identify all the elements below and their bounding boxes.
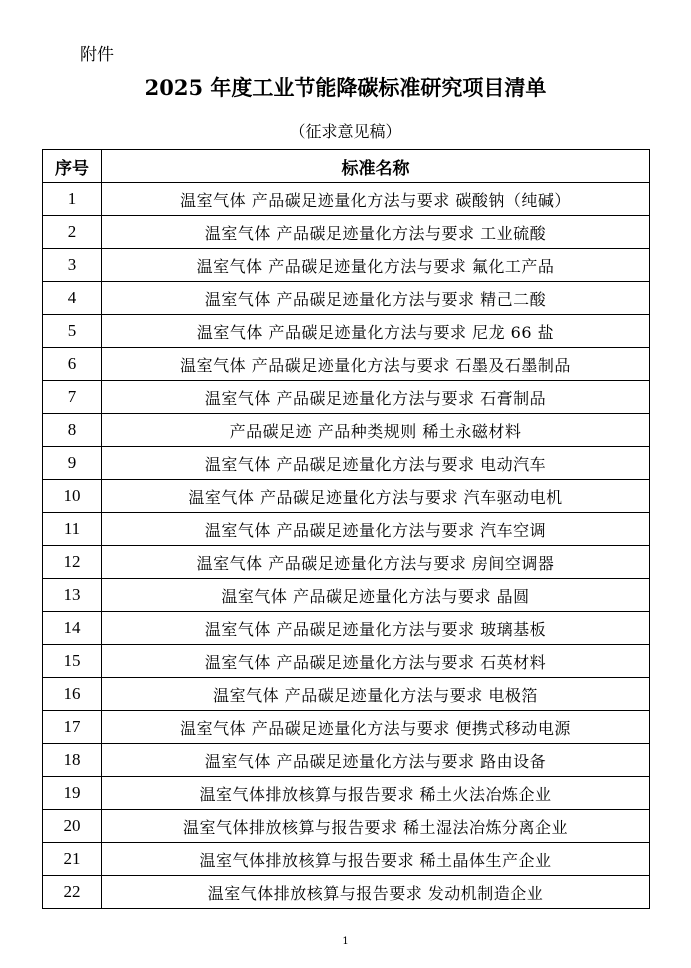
row-standard-name: 温室气体 产品碳足迹量化方法与要求 汽车空调 [102, 513, 650, 546]
row-number: 22 [43, 876, 102, 909]
table-row [43, 876, 650, 909]
table-row [43, 315, 650, 348]
row-standard-name: 温室气体 产品碳足迹量化方法与要求 电动汽车 [102, 447, 650, 480]
table-row [43, 183, 650, 216]
row-standard-name: 温室气体 产品碳足迹量化方法与要求 路由设备 [102, 744, 650, 777]
table-row [43, 579, 650, 612]
row-number: 8 [43, 414, 102, 447]
table-row [43, 282, 650, 315]
row-standard-name: 温室气体 产品碳足迹量化方法与要求 晶圆 [102, 579, 650, 612]
table-row [43, 546, 650, 579]
row-standard-name: 温室气体 产品碳足迹量化方法与要求 便携式移动电源 [102, 711, 650, 744]
table-row [43, 810, 650, 843]
table-row [43, 381, 650, 414]
table-row [43, 678, 650, 711]
table-row [43, 843, 650, 876]
row-number: 3 [43, 249, 102, 282]
row-standard-name: 温室气体 产品碳足迹量化方法与要求 石膏制品 [102, 381, 650, 414]
row-standard-name: 产品碳足迹 产品种类规则 稀土永磁材料 [102, 414, 650, 447]
row-number: 17 [43, 711, 102, 744]
row-number: 6 [43, 348, 102, 381]
row-standard-name: 温室气体排放核算与报告要求 发动机制造企业 [102, 876, 650, 909]
row-standard-name: 温室气体排放核算与报告要求 稀土晶体生产企业 [102, 843, 650, 876]
table-row [43, 447, 650, 480]
document-subtitle: （征求意见稿） [289, 122, 402, 141]
table-row [43, 612, 650, 645]
page-number: 1 [342, 936, 349, 947]
row-standard-name: 温室气体 产品碳足迹量化方法与要求 碳酸钠（纯碱） [102, 183, 650, 216]
table-row [43, 216, 650, 249]
row-number: 10 [43, 480, 102, 513]
header-name: 标准名称 [102, 150, 650, 183]
row-number: 2 [43, 216, 102, 249]
row-number: 21 [43, 843, 102, 876]
row-standard-name: 温室气体 产品碳足迹量化方法与要求 石墨及石墨制品 [102, 348, 650, 381]
row-number: 1 [43, 183, 102, 216]
row-standard-name: 温室气体 产品碳足迹量化方法与要求 汽车驱动电机 [102, 480, 650, 513]
row-number: 5 [43, 315, 102, 348]
attachment-label: 附件 [80, 45, 114, 65]
row-number: 19 [43, 777, 102, 810]
table-header-row [43, 150, 650, 183]
row-number: 7 [43, 381, 102, 414]
row-number: 12 [43, 546, 102, 579]
row-standard-name: 温室气体 产品碳足迹量化方法与要求 精己二酸 [102, 282, 650, 315]
table-row [43, 348, 650, 381]
row-standard-name: 温室气体 产品碳足迹量化方法与要求 房间空调器 [102, 546, 650, 579]
table-row [43, 744, 650, 777]
row-number: 15 [43, 645, 102, 678]
row-number: 14 [43, 612, 102, 645]
row-standard-name: 温室气体 产品碳足迹量化方法与要求 石英材料 [102, 645, 650, 678]
row-standard-name: 温室气体 产品碳足迹量化方法与要求 电极箔 [102, 678, 650, 711]
table-row [43, 711, 650, 744]
table-row [43, 414, 650, 447]
row-number: 18 [43, 744, 102, 777]
table-row [43, 777, 650, 810]
row-standard-name: 温室气体 产品碳足迹量化方法与要求 玻璃基板 [102, 612, 650, 645]
row-number: 13 [43, 579, 102, 612]
row-standard-name: 温室气体 产品碳足迹量化方法与要求 尼龙 66 盐 [102, 315, 650, 348]
document-title: 2025 年度工业节能降碳标准研究项目清单 [144, 75, 547, 100]
row-standard-name: 温室气体 产品碳足迹量化方法与要求 氟化工产品 [102, 249, 650, 282]
table-row [43, 645, 650, 678]
standards-table [42, 149, 650, 909]
row-standard-name: 温室气体 产品碳足迹量化方法与要求 工业硫酸 [102, 216, 650, 249]
table-row [43, 249, 650, 282]
row-number: 11 [43, 513, 102, 546]
header-number: 序号 [43, 150, 102, 183]
row-number: 9 [43, 447, 102, 480]
table-row [43, 513, 650, 546]
row-standard-name: 温室气体排放核算与报告要求 稀土湿法冶炼分离企业 [102, 810, 650, 843]
row-number: 20 [43, 810, 102, 843]
row-number: 16 [43, 678, 102, 711]
table-row [43, 480, 650, 513]
row-standard-name: 温室气体排放核算与报告要求 稀土火法冶炼企业 [102, 777, 650, 810]
row-number: 4 [43, 282, 102, 315]
